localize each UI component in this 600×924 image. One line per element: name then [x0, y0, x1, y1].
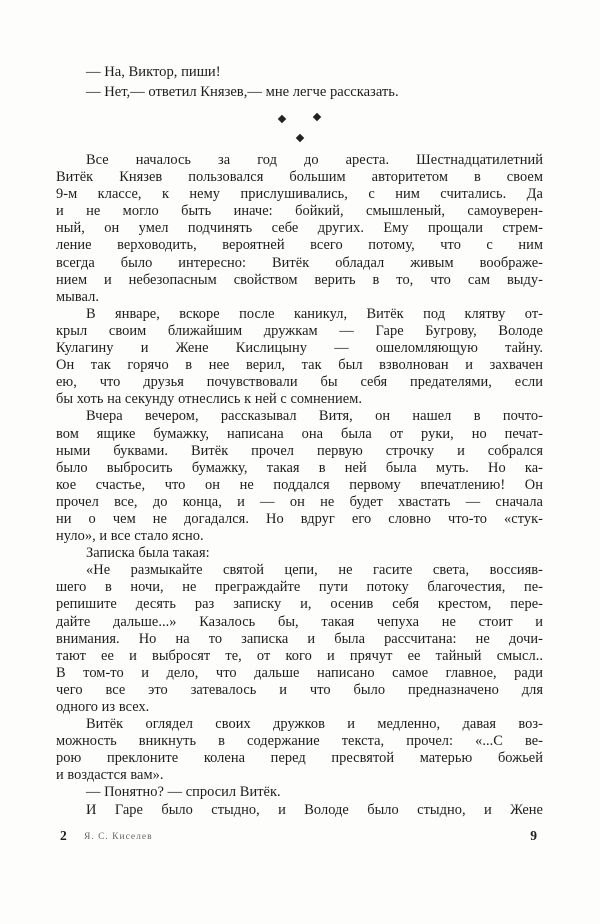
- text-line: дайте дальше...» Казалось бы, такая чепуха не стоит и: [56, 613, 543, 630]
- text-line: можность вникнуть в содержание текста, прочел: «...С ве-: [56, 733, 543, 750]
- text-line: — Нет,— ответил Князев,— мне легче рассказать.: [86, 84, 399, 100]
- text-line: тают ее и выбросят те, от кого и прячут ее тайный смысл..: [56, 647, 543, 664]
- text-line: вом ящике бумажку, написана она была от руки, но печат-: [56, 425, 543, 442]
- text-line: 9-м классе, к нему прислушивались, с ним считались. Да: [56, 186, 543, 203]
- text-line: прочел все, до конца, и — он не будет хвастать — сначала: [56, 493, 543, 510]
- signature-mark: 2: [60, 828, 67, 843]
- text-line: Он так горячо в нее верил, так был взволнован и захвачен: [56, 357, 543, 374]
- text-line: В том-то и дело, что дальше написано самое главное, ради: [56, 664, 543, 681]
- text-line: Витёк оглядел своих дружков и медленно, давая воз-: [86, 716, 543, 733]
- text-line: бы хоть на секунду отнеслись к ней с сомнением.: [56, 391, 362, 408]
- text-line: — На, Виктор, пиши!: [86, 64, 221, 80]
- text-line: рою преклоните колена перед пресвятой матерью божьей: [56, 750, 543, 767]
- opening-dialogue: [56, 62, 543, 102]
- text-line: ными буквами. Витёк прочел первую строчку и собрался: [56, 442, 543, 459]
- text-line: Кулагину и Жене Кислицыну — ошеломляющую тайну.: [56, 340, 543, 357]
- text-line: и воздастся вам».: [56, 767, 164, 784]
- text-line: было выбросить бумажку, такая в ней была муть. Но ка-: [56, 459, 543, 476]
- text-line: внимания. Но на то записка и была рассчитана: не дочи-: [56, 630, 543, 647]
- text-line: ею, что друзья почувствовали бы себя предателями, если: [56, 374, 543, 391]
- author-name: Я. С. Киселев: [84, 832, 153, 842]
- text-line: Все началось за год до ареста. Шестнадцатилетний: [86, 152, 543, 168]
- text-line: и не могло быть иначе: бойкий, смышленый, самоуверен-: [56, 203, 543, 220]
- text-line: Вчера вечером, рассказывал Витя, он нашел в почто-: [86, 408, 543, 425]
- text-line: Записка была такая:: [86, 545, 210, 562]
- asterisk-icon: [296, 134, 304, 142]
- text-line: мывал.: [56, 288, 99, 305]
- text-line: шего в ночи, не преграждайте пути потоку благочестия, пе-: [56, 579, 543, 596]
- text-line: ление верховодить, вероятней всего потому, что с ним: [56, 237, 543, 254]
- text-line: Витёк Князев пользовался большим авторитетом в своем: [56, 169, 543, 186]
- text-line: ный, он умел подчинять себе других. Ему прощали стрем-: [56, 220, 543, 237]
- text-line: крыл своим ближайшим дружкам — Гаре Бугрову, Володе: [56, 322, 543, 339]
- text-line: нуло», и все стало ясно.: [56, 528, 204, 545]
- text-line: чего все это затевалось и что было предназначено для: [56, 681, 543, 698]
- text-line: кое счастье, что он не поддался первому впечатлению! Он: [56, 476, 543, 493]
- asterisk-icon: [278, 115, 286, 123]
- text-line: репишите десять раз записку и, осенив себя крестом, пере-: [56, 596, 543, 613]
- body-text: [56, 152, 543, 819]
- section-separator: [0, 112, 600, 146]
- text-line: всегда было интересно: Витёк обладал живым воображе-: [56, 254, 543, 271]
- asterisk-icon: [313, 113, 321, 121]
- text-line: одного из всех.: [56, 699, 150, 715]
- text-line: И Гаре было стыдно, и Володе было стыдно, и Жене: [86, 801, 543, 818]
- text-line: ни о чем не догадался. Но вдруг его словно что-то «стук-: [56, 510, 543, 527]
- page-number: 9: [530, 828, 537, 843]
- text-line: «Не размыкайте святой цепи, не гасите света, воссияв-: [86, 562, 543, 579]
- text-line: — Понятно? — спросил Витёк.: [86, 784, 281, 801]
- text-line: нием и небезопасным свойством верить в то, что сам выду-: [56, 271, 543, 288]
- page-footer: [56, 828, 543, 848]
- text-line: В январе, вскоре после каникул, Витёк под клятву от-: [86, 305, 543, 322]
